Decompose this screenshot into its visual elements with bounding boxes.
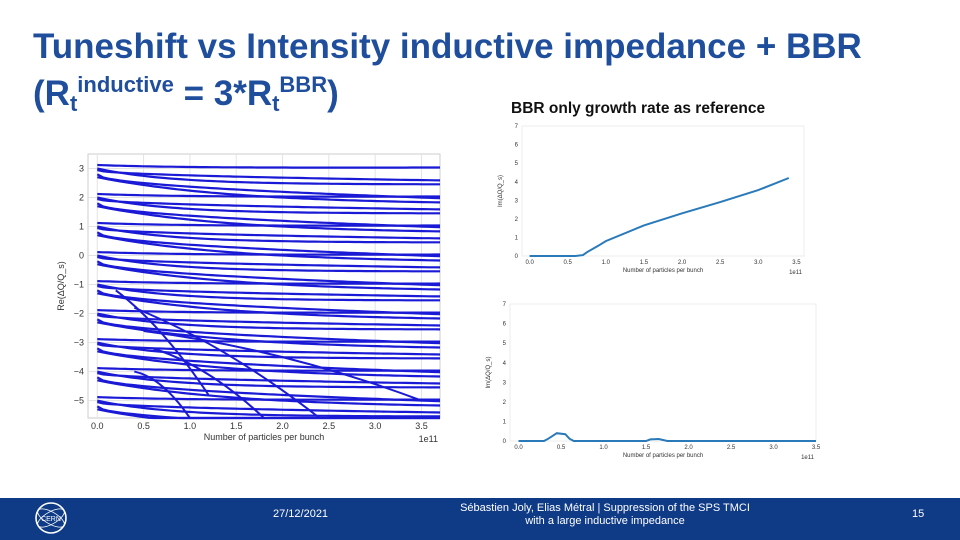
footer-bar (0, 498, 960, 540)
y-axis-label: Im(ΔQ/Q_s) (498, 174, 504, 208)
x-axis-label: Number of particles per bunch (622, 268, 704, 274)
x-tick-label: 2.5 (726, 445, 736, 451)
x-tick-label: 0.0 (525, 260, 534, 266)
y-axis-label: Re(ΔQ/Q_s) (56, 261, 66, 311)
x-tick-label: 2.5 (322, 421, 336, 431)
y-tick-label: 3 (514, 198, 518, 205)
growth-rate-caption: BBR only growth rate as reference (511, 100, 766, 117)
tuneshift-chart (55, 148, 455, 448)
x-tick-label: 3.0 (754, 260, 763, 266)
cern-logo-text: CERN (41, 516, 61, 523)
y-tick-label: −5 (73, 395, 84, 406)
x-tick-label: 1.5 (639, 260, 649, 266)
x-tick-label: 1.0 (601, 260, 611, 266)
y-tick-label: −1 (73, 279, 84, 290)
title-line-1: Tuneshift vs Intensity inductive impedance + BBR (33, 27, 862, 66)
page-number: 15 (912, 508, 925, 520)
y-tick-label: 2 (502, 399, 506, 406)
x-tick-label: 1.5 (641, 445, 651, 451)
x-tick-label: 3.5 (792, 260, 801, 266)
x-axis-label: Number of particles per bunch (622, 453, 704, 459)
x-tick-label: 0.5 (556, 445, 566, 451)
y-tick-label: 3 (78, 163, 84, 174)
title-sub-2: t (272, 91, 280, 116)
title-sub-1: t (69, 91, 78, 116)
y-tick-label: 6 (502, 321, 506, 328)
title-open: (R (33, 74, 70, 113)
footer-credit (430, 502, 780, 528)
plot-frame (510, 304, 816, 441)
x-tick-label: 1.0 (183, 421, 197, 431)
growth-rate-chart-inductive (478, 296, 824, 462)
x-tick-label: 0.5 (563, 260, 572, 266)
x-tick-label: 1.5 (229, 421, 243, 431)
x-axis-label: Number of particles per bunch (203, 432, 325, 442)
x-tick-label: 0.0 (91, 421, 104, 431)
y-tick-label: 2 (78, 192, 84, 203)
credit-line-2: with a large inductive impedance (525, 515, 685, 527)
x-tick-label: 2.0 (276, 421, 289, 431)
x-tick-label: 0.5 (137, 421, 150, 431)
y-tick-label: 4 (502, 360, 506, 367)
y-tick-label: 0 (514, 254, 518, 261)
x-offset-label: 1e11 (789, 270, 802, 276)
plot-frame (522, 126, 804, 256)
y-tick-label: −3 (73, 337, 84, 348)
x-tick-label: 0.0 (514, 445, 523, 451)
y-tick-label: −4 (73, 366, 84, 377)
x-tick-label: 1.0 (599, 445, 608, 451)
footer-date: 27/12/2021 (273, 508, 329, 520)
y-tick-label: 1 (78, 221, 84, 232)
y-tick-label: 0 (78, 250, 84, 261)
y-tick-label: 5 (514, 161, 518, 168)
y-tick-label: 1 (502, 419, 506, 426)
credit-line-1: Sébastien Joly, Elias Métral | Suppression of the SPS TMCI (460, 502, 750, 514)
y-axis-label: Im(ΔQ/Q_s) (486, 356, 492, 389)
title-sup-2: BBR (279, 72, 328, 97)
y-tick-label: 0 (502, 439, 506, 446)
x-offset-label: 1e11 (418, 434, 438, 444)
y-tick-label: 2 (514, 216, 518, 223)
y-tick-label: 6 (514, 142, 518, 149)
y-tick-label: −2 (73, 308, 84, 319)
cern-logo-icon (34, 501, 68, 535)
x-offset-label: 1e11 (801, 455, 814, 461)
title-sup-1: inductive (77, 72, 174, 97)
x-tick-label: 2.0 (684, 445, 693, 451)
x-tick-label: 3.0 (769, 445, 778, 451)
title-close: ) (327, 74, 339, 113)
y-tick-label: 4 (514, 179, 518, 186)
x-tick-label: 2.5 (715, 260, 725, 266)
x-tick-label: 3.5 (415, 421, 428, 431)
x-tick-label: 2.0 (677, 260, 687, 266)
x-tick-label: 3.5 (811, 445, 821, 451)
y-tick-label: 7 (502, 302, 506, 309)
y-tick-label: 7 (514, 124, 518, 131)
y-tick-label: 1 (514, 235, 518, 242)
y-tick-label: 3 (502, 380, 506, 387)
title-mid: = 3*R (173, 74, 273, 113)
y-tick-label: 5 (502, 341, 506, 348)
growth-rate-chart-bbr (492, 120, 814, 278)
x-tick-label: 3.0 (368, 421, 382, 431)
